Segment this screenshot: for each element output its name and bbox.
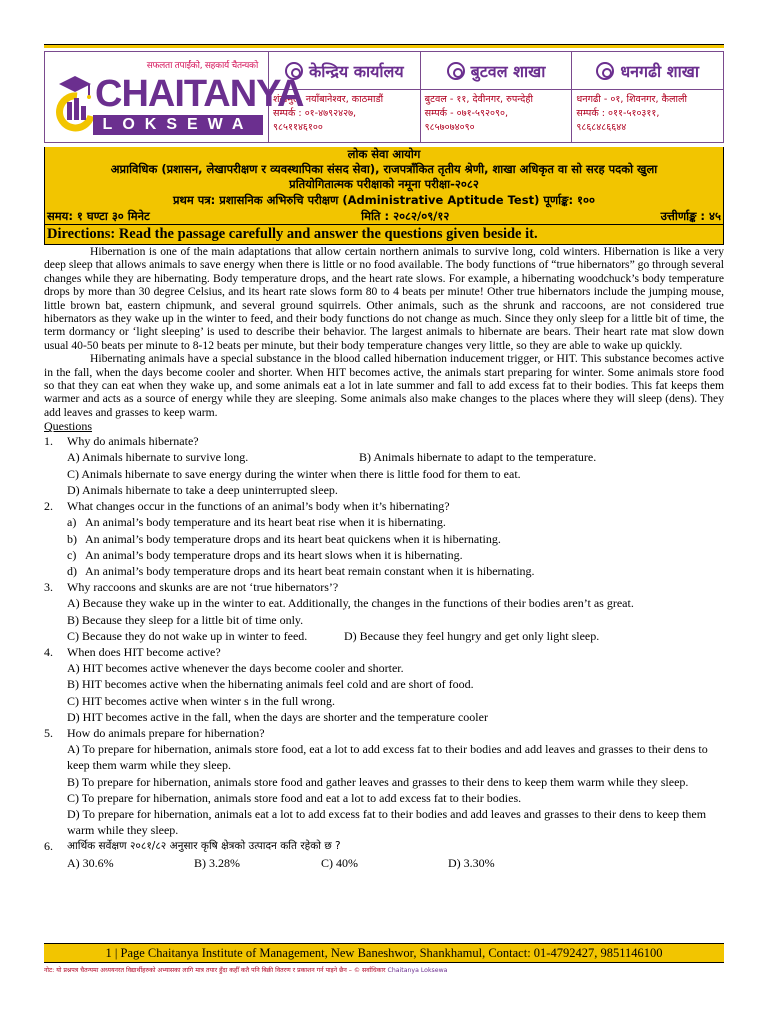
option-b: B) Because they sleep for a little bit of time only.	[67, 612, 304, 627]
option-a: A) HIT becomes active whenever the days become cooler and shorter.	[67, 661, 404, 676]
branch-title: धनगढी शाखा	[620, 61, 700, 81]
option-c: C) To prepare for hibernation, animals store food and eat a lot to add excess fat to their bodies.	[67, 790, 522, 805]
option-d: D) To prepare for hibernation, animals eat a lot to add excess fat to their bodies and add leaves and grasses to their dens to keep them warm while they sleep.	[67, 806, 707, 838]
option-a: An animal’s body temperature and its heart beat rise when it is hibernating.	[85, 515, 446, 530]
passage-paragraph: Hibernation is one of the main adaptations that allow certain northern animals to survive long, cold winters. Hibernation is like a very deep sleep that allows animals to save energy when there is little or no food available. The body functions of “true hibernators” go through several changes while they are hibernating. Body temperature drops, and the heart rate slows. For example, a hibernating woodchuck’s body temperature drops by more than 30 degree Celsius, and its heart rate slows form 80 to 4 beats per minute! Other true hibernators include the jumping mouse, little brown bat, eastern chipmunk, and several ground squirrels. Other animals, such as the shrunk and raccoons, are not considered true hibernators as they wake up in the winter to feed, and their body functions do not change as much. Since they only sleep for a little bit of time, the term dormancy or ‘light sleeping’ is used to describe their behavior. The largest animals to hibernate are bears. Their heart rate mat slow down usual 40-50 beats per minute to 8-12 beats per minute, but their body temperature changes very little, so they are able to wake up quickly.	[44, 245, 724, 352]
option-c: C) 40%	[321, 855, 358, 870]
branch-dhangadhi	[572, 52, 723, 142]
directions-banner: Directions: Read the passage carefully and answer the questions given beside it.	[44, 225, 724, 245]
reading-passage	[44, 245, 724, 419]
branch-title: बुटवल शाखा	[470, 61, 546, 81]
pass-marks: उत्तीर्णाङ्क : ४५	[660, 209, 721, 223]
branch-butwal	[421, 52, 573, 142]
location-pin-icon	[285, 62, 303, 80]
option-a: A) To prepare for hibernation, animals store food, eat a lot to add excess fat to their bodies and add leaves and grasses to their dens to keep them warm while they sleep.	[67, 742, 708, 773]
question-5: 5. How do animals prepare for hibernation? A) To prepare for hibernation, animals store food, eat a lot to add excess fat to their bodies and add leaves and grasses to their dens to keep them warm while they sleep. B) To prepare for hibernation, animals store food and gather leaves and grasses to their dens to keep them warm while they sleep. C) To prepare for hibernation, animals store food and eat a lot to add excess fat to their bodies. D) To prepare for hibernation, animals eat a lot to add excess fat to their bodies and add leaves and grasses to their dens to keep them warm while they sleep.	[44, 725, 724, 838]
question-stem: आर्थिक सर्वेक्षण २०८१/८२ अनुसार कृषि क्षेत्रको उत्पादन कति रहेको छ ?	[67, 840, 341, 853]
question-1: 1. Why do animals hibernate? A) Animals hibernate to survive long. B) Animals hibernate to adapt to the temperature. C) Animals hibernate to save energy during the winter when there is little food for them to eat. D) Animals hibernate to take a deep uninterrupted sleep.	[44, 433, 724, 498]
option-b: B) To prepare for hibernation, animals store food and gather leaves and grasses to their dens to keep them warm while they sleep.	[67, 774, 689, 789]
location-pin-icon	[596, 62, 614, 80]
question-2: 2. What changes occur in the functions of an animal’s body when it’s hibernating? a) An animal’s body temperature and its heart beat rise when it is hibernating. b) An animal’s body temperature drops and its heart beat quickens when it is hibernating. c) An animal’s body temperature drops and its heart slows when it is hibernating. d) An animal’s body temperature drops and its heart beat remain constant when it is hibernating.	[44, 499, 535, 578]
letterhead	[44, 51, 724, 143]
exam-date: मिति : २०८२/०९/१२	[361, 209, 450, 223]
exam-time: समय: १ घण्टा ३० मिनेट	[47, 209, 150, 223]
option-c: C) Animals hibernate to save energy during the winter when there is little food for them to eat.	[67, 466, 521, 481]
question-6: 6. आर्थिक सर्वेक्षण २०८१/८२ अनुसार कृषि क्षेत्रको उत्पादन कति रहेको छ ? A) 30.6% B) 3.28% C) 40% D) 3.30%	[44, 838, 724, 870]
option-b: B) 3.28%	[194, 855, 240, 870]
brand-name: CHAITANYA	[95, 73, 304, 115]
option-c: C) HIT becomes active when winter s in the full wrong.	[67, 693, 336, 708]
branch-phone: ९८५११४६१००	[273, 122, 323, 133]
branch-contact: सम्पर्क : ०१-४७९२४२७,	[273, 108, 357, 119]
question-stem: Why do animals hibernate?	[67, 434, 199, 449]
paper-title: प्रथम पत्र: प्रशासनिक अभिरुचि परीक्षण (Administrative Aptitude Test) पूर्णाङ्क: १००	[173, 193, 595, 207]
page-footer: 1 | Page Chaitanya Institute of Management, New Baneshwor, Shankhamul, Contact: 01-4792427, 9851146100	[44, 943, 724, 963]
top-rule	[44, 44, 724, 48]
branch-contact: सम्पर्क : ०११-५१०३११,	[576, 108, 660, 119]
exam-page	[44, 44, 724, 871]
exam-title: प्रतियोगितात्मक परीक्षाको नमूना परीक्षा-२०८२	[289, 177, 479, 191]
brand-tagline: सफलता तपाईंको, सहकार्य चैतन्यको	[146, 61, 258, 71]
exam-header	[44, 147, 724, 225]
note-text: नोट: यो प्रश्नपत्र चैतन्यमा अध्ययनरत विद्यार्थीहरुको अभ्यासका लागि मात्र तयार हुँदा कहीँ कतै पनि बिक्री वितरण र प्रकाशन गर्न पाइने छैन – © सर्वाधिकार	[44, 967, 386, 974]
question-stem: How do animals prepare for hibernation?	[67, 725, 265, 740]
option-d: An animal’s body temperature drops and its heart beat remain constant when it is hibernating.	[85, 563, 535, 578]
option-d: D) Because they feel hungry and get only light sleep.	[344, 628, 600, 643]
question-stem: Why raccoons and skunks are are not ‘true hibernators’?	[67, 580, 339, 595]
question-stem: What changes occur in the functions of an animal’s body when it’s hibernating?	[67, 499, 450, 514]
option-b: B) HIT becomes active when the hibernating animals feel cold and are short of food.	[67, 677, 474, 692]
location-pin-icon	[447, 62, 465, 80]
option-a: A) 30.6%	[67, 855, 114, 870]
branch-address: धनगढी - ०१, शिवनगर, कैलाली	[576, 94, 687, 105]
note-brand: Chaitanya Loksewa	[387, 967, 448, 974]
service-title: अप्राविधिक (प्रशासन, लेखापरीक्षण र व्यवस्थापिका संसद सेवा), राजपत्राँकित तृतीय श्रेणी, शाखा अधिकृत वा सो सरह पदको खुला	[110, 162, 658, 176]
branch-address: शंखमुल, नयाँबानेश्वर, काठमाडौं	[273, 94, 384, 105]
question-3: 3. Why raccoons and skunks are are not ‘true hibernators’? A) Because they wake up in the winter to eat. Additionally, the changes in the functions of their bodies aren’t as great. B) Because they sleep for a little bit of time only. C) Because they do not wake up in winter to feed. D) Because they feel hungry and get only light sleep.	[44, 579, 724, 644]
branch-contact: सम्पर्क - ०७१-५९२०९०,	[424, 108, 509, 119]
option-c: C) Because they do not wake up in winter to feed.	[67, 628, 308, 643]
option-a: A) Because they wake up in the winter to eat. Additionally, the changes in the functions of their bodies aren’t as great.	[67, 596, 634, 611]
option-c: An animal’s body temperature drops and its heart slows when it is hibernating.	[85, 547, 463, 562]
option-a: A) Animals hibernate to survive long.	[67, 450, 249, 465]
branch-title: केन्द्रिय कार्यालय	[308, 61, 404, 81]
option-d: D) 3.30%	[448, 855, 495, 870]
option-d: D) Animals hibernate to take a deep uninterrupted sleep.	[67, 482, 338, 497]
copyright-note	[44, 965, 724, 974]
branch-phone: ९८५७०७४०९०	[424, 122, 475, 133]
brand-subname: LOKSEWA	[93, 115, 263, 135]
commission-title: लोक सेवा आयोग	[347, 147, 421, 161]
option-b: B) Animals hibernate to adapt to the temperature.	[359, 450, 597, 465]
passage-paragraph: Hibernating animals have a special substance in the blood called hibernation inducement trigger, or HIT. This substance becomes active in the fall, when the days become cooler and shorter. When HIT becomes active, the animals start preparing for winter. Some animals store food so that they can eat when they wake up, and some animals eat a lot in late summer and fall to add excess fat to their bodies. This fat keeps them warmer and acts as a source of energy while they are sleeping. Some animals also make changes to the places where they will sleep (dens). They add leaves and grasses to keep warm.	[44, 352, 724, 419]
branch-address: बुटवल - ११, देवीनगर, रुपन्देही	[424, 94, 533, 105]
option-d: D) HIT becomes active in the fall, when the days are shorter and the temperature cooler	[67, 709, 488, 724]
questions-heading: Questions	[44, 419, 92, 434]
question-stem: When does HIT become active?	[67, 644, 221, 659]
option-b: An animal’s body temperature drops and its heart beat quickens when it is hibernating.	[85, 531, 501, 546]
branch-phone: ९८६८४८६६४४	[576, 122, 627, 133]
question-4: 4. When does HIT become active? A) HIT becomes active whenever the days become cooler and shorter. B) HIT becomes active when the hibernating animals feel cold and are short of food. C) HIT becomes active when winter s in the full wrong. D) HIT becomes active in the fall, when the days are shorter and the temperature cooler	[44, 644, 724, 725]
graduation-cap-icon	[55, 72, 93, 134]
